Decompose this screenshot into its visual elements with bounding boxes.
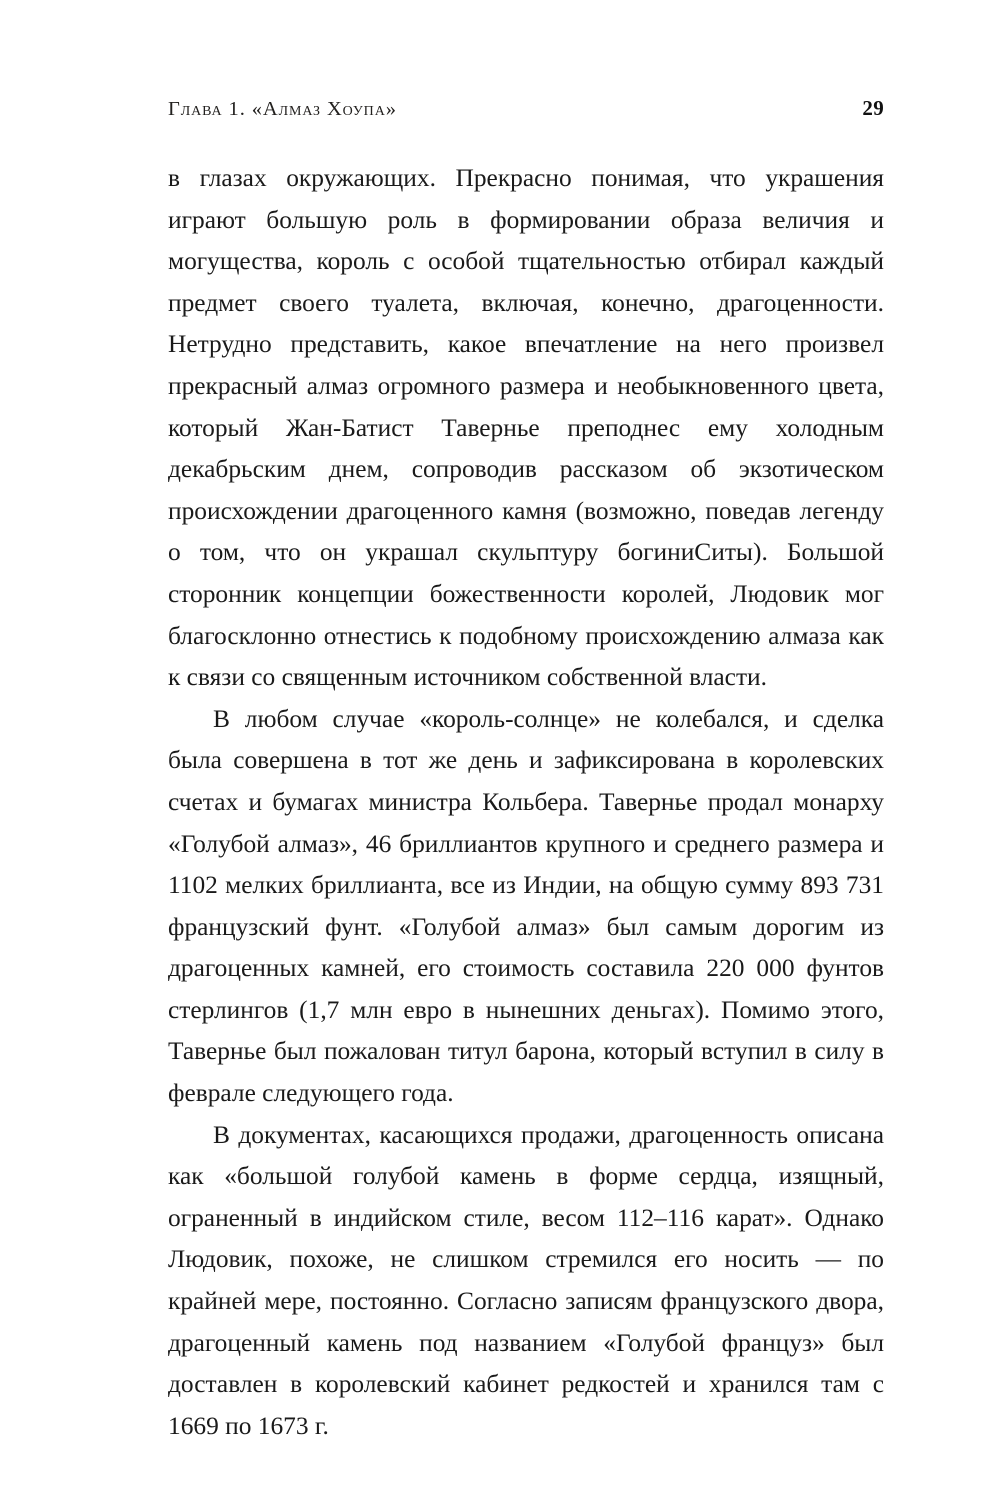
page-number: 29 xyxy=(862,96,884,120)
paragraph: В документах, касающихся продажи, драгоценность описана как «большой голубой камень в форме сердца, изящный, ограненный в индийском стиле, весом 112–116 карат». Однако Людовик, похоже, не слишком стремился его носить — по крайней мере, постоянно. Согласно записям французского двора, драгоценный камень под названием «Голубой француз» был доставлен в королевский кабинет редкостей и хранился там с 1669 по 1673 г. xyxy=(168,1120,884,1440)
chapter-running-title: Глава 1. «Алмаз Хоупа» xyxy=(168,98,397,120)
paragraph: В любом случае «король-солнце» не колебался, и сделка была совершена в тот же день и зафиксирована в королевских счетах и бумагах министра Кольбера. Таверньe продал монарху «Голубой алмаз», 46 бриллиантов крупного и среднего размера и 1102 мелких бриллианта, все из Индии, на общую сумму 893 731 французский фунт. «Голубой алмаз» был самым дорогим из драгоценных камней, его стоимость составила 220 000 фунтов стерлингов (1,7 млн евро в нынешних деньгах). Помимо этого, Таверньe был пожалован титул барона, который вступил в силу в феврале следующего года. xyxy=(168,704,884,1108)
paragraph: в глазах окружающих. Прекрасно понимая, что украшения играют большую роль в формировании образа величия и могущества, король с особой тщательностью отбирал каждый предмет своего туалета, включая, конечно, драгоценности. Нетрудно представить, какое впечатление на него произвел прекрасный алмаз огромного размера и необыкновенного цвета, который Жан-Батист Таверньe преподнес ему холодным декабрьским днем, сопроводив рассказом об экзотическом происхождении драгоценного камня (возможно, поведав легенду о том, что он украшал скульптуру богиниСиты). Большой сторонник концепции божественности королей, Людовик мог благосклонно отнестись к подобному происхождению алмаза как к связи со священным источником собственной власти. xyxy=(168,164,884,692)
running-head xyxy=(168,96,884,126)
body-text-block xyxy=(168,158,884,1447)
